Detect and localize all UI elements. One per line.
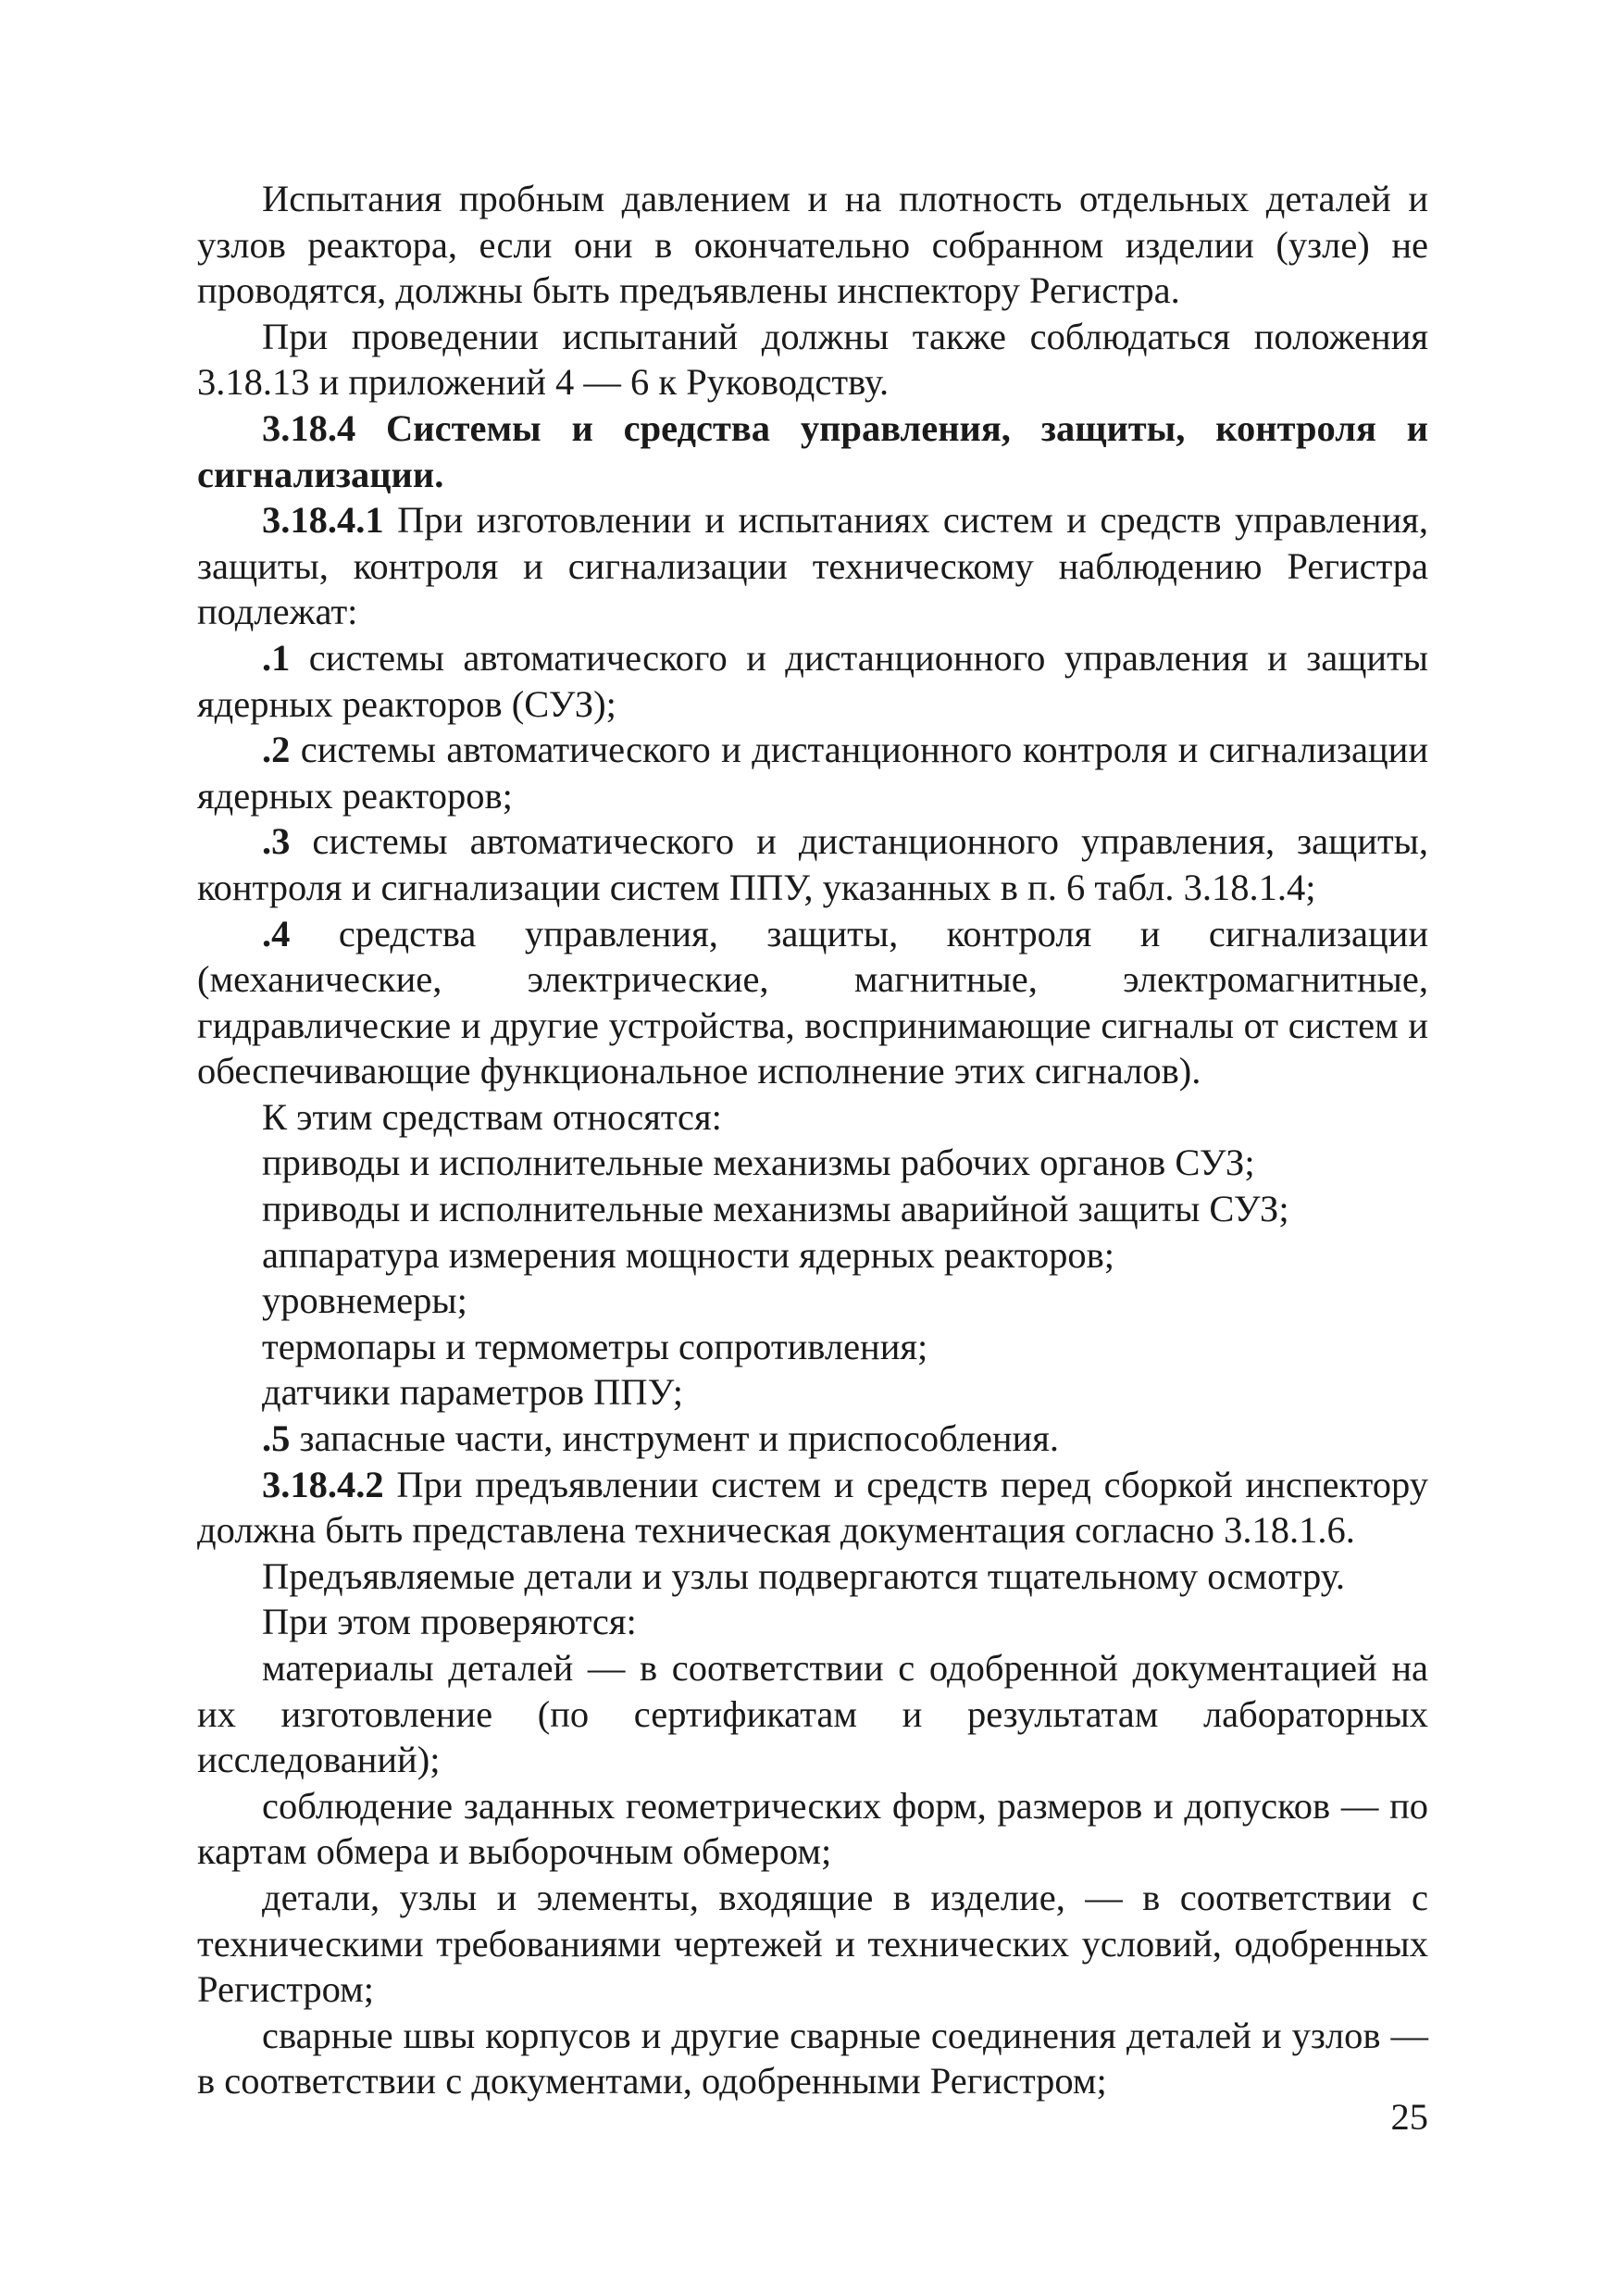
page-number: 25 [1390, 2096, 1428, 2138]
list-line [197, 1324, 1428, 1370]
paragraph [197, 497, 1428, 635]
clause-number: 3.18.4.1 [262, 499, 384, 542]
item-text: системы автоматического и дистанционного контроля и сигнализации ядерных реакторов; [197, 729, 1428, 817]
line-text: приводы и исполнительные механизмы рабочих органов СУЗ; [262, 1142, 1255, 1184]
heading-text: 3.18.4 Системы и средства управления, защиты, контроля и сигнализации. [197, 406, 1428, 495]
list-item [197, 727, 1428, 818]
list-line [197, 1140, 1428, 1186]
line-text: датчики параметров ППУ; [262, 1371, 684, 1414]
paragraph [197, 314, 1428, 406]
item-number: .4 [262, 912, 291, 955]
line-text: термопары и термометры сопротивления; [262, 1325, 928, 1367]
list-line [197, 1186, 1428, 1232]
paragraph [197, 176, 1428, 314]
list-item [197, 635, 1428, 727]
paragraph-text: сварные швы корпусов и другие сварные соединения деталей и узлов — в соответствии с документами, одобренными Регистром; [197, 2014, 1428, 2103]
paragraph-text: Предъявляемые детали и узлы подвергаются тщательному осмотру. [262, 1554, 1346, 1597]
paragraph-text: При проведении испытаний должны также соблюдаться положения 3.18.13 и приложений 4 — 6 к Руководству. [197, 315, 1428, 404]
list-line [197, 1232, 1428, 1279]
paragraph [197, 1462, 1428, 1554]
item-number: .1 [262, 636, 291, 679]
paragraph [197, 1875, 1428, 2013]
paragraph [197, 1554, 1428, 1600]
list-item [197, 911, 1428, 1094]
line-text: приводы и исполнительные механизмы аварийной защиты СУЗ; [262, 1188, 1289, 1230]
line-text: аппаратура измерения мощности ядерных реакторов; [262, 1233, 1115, 1276]
item-text: системы автоматического и дистанционного управления и защиты ядерных реакторов (СУЗ); [197, 636, 1428, 725]
paragraph-text: соблюдение заданных геометрических форм, размеров и допусков — по картам обмера и выборочным обмером; [197, 1784, 1428, 1873]
item-text: системы автоматического и дистанционного управления, защиты, контроля и сигнализации систем ППУ, указанных в п. 6 табл. 3.18.1.4; [197, 820, 1428, 908]
item-number: .5 [262, 1417, 291, 1460]
paragraph [197, 1599, 1428, 1645]
paragraph-text: детали, узлы и элементы, входящие в изделие, — в соответствии с техническими требованиями чертежей и технических условий, одобренных Регистром; [197, 1876, 1428, 2011]
list-line [197, 1369, 1428, 1416]
item-number: .2 [262, 729, 291, 771]
clause-number: 3.18.4.2 [262, 1463, 384, 1505]
item-text: запасные части, инструмент и приспособления. [290, 1417, 1059, 1460]
paragraph [197, 1094, 1428, 1141]
list-item [197, 818, 1428, 910]
paragraph-text: При этом проверяются: [262, 1601, 637, 1643]
paragraph [197, 2013, 1428, 2104]
paragraph-text: При изготовлении и испытаниях систем и средств управления, защиты, контроля и сигнализации техническому наблюдению Регистра подлежат: [197, 499, 1428, 633]
paragraph-text: Испытания пробным давлением и на плотность отдельных деталей и узлов реактора, если они в окончательно собранном изделии (узле) не проводятся, должны быть предъявлены инспектору Регистра. [197, 178, 1428, 312]
page-text [197, 176, 1428, 2104]
paragraph-text: К этим средствам относятся: [262, 1095, 722, 1138]
section-heading [197, 406, 1428, 497]
paragraph [197, 1783, 1428, 1875]
line-text: уровнемеры; [262, 1279, 467, 1322]
list-item [197, 1416, 1428, 1462]
item-text: средства управления, защиты, контроля и сигнализации (механические, электрические, магнитные, электромагнитные, гидравлические и другие устройства, воспринимающие сигналы от систем и обеспечивающие функциональное исполнение этих сигналов). [197, 912, 1428, 1092]
paragraph [197, 1645, 1428, 1783]
paragraph-text: материалы деталей — в соответствии с одобренной документацией на их изготовление (по сертификатам и результатам лабораторных исследований); [197, 1647, 1428, 1781]
paragraph-text: При предъявлении систем и средств перед сборкой инспектору должна быть представлена техническая документация согласно 3.18.1.6. [197, 1463, 1428, 1552]
list-line [197, 1278, 1428, 1324]
item-number: .3 [262, 820, 291, 863]
